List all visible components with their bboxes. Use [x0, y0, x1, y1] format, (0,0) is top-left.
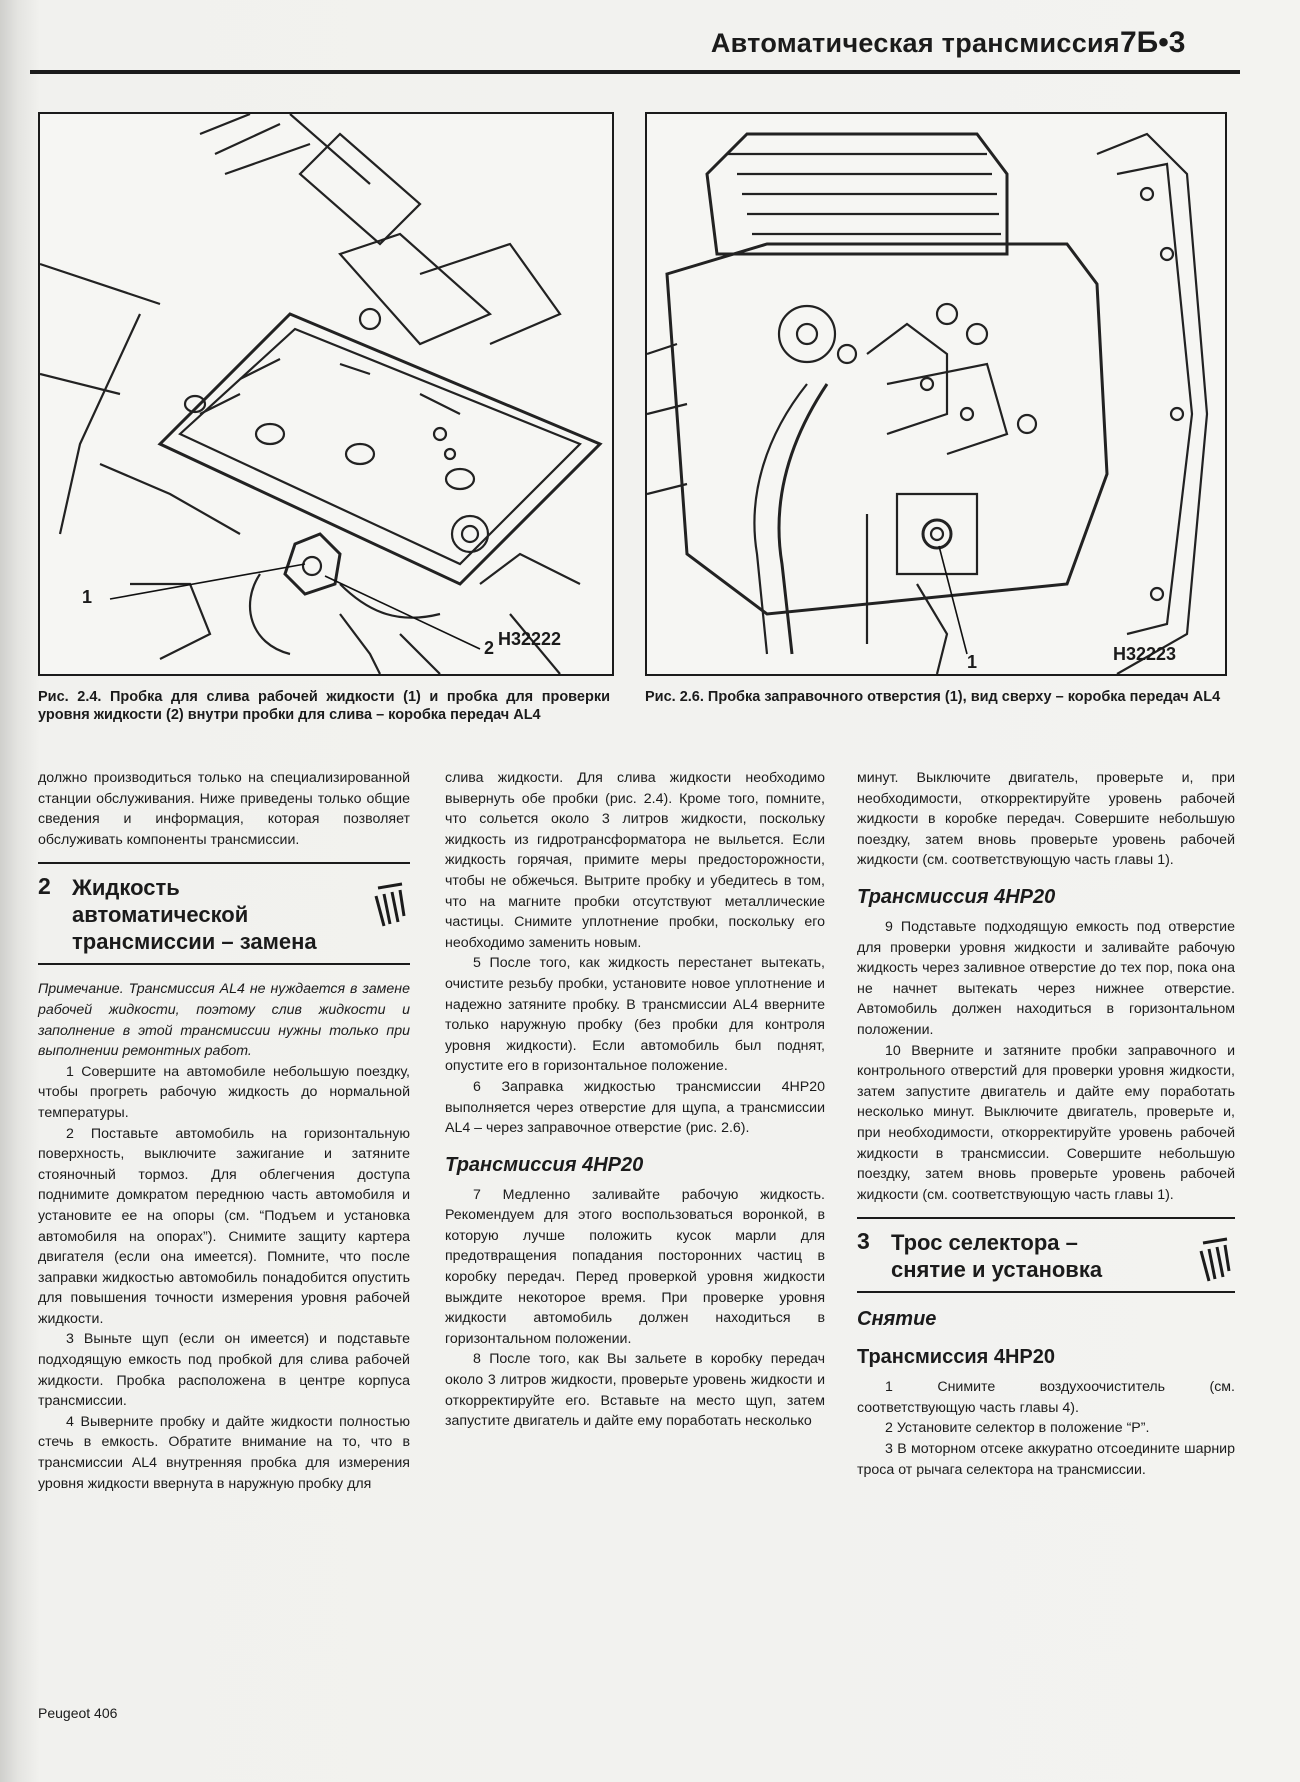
paragraph: 1 Совершите на автомобиле небольшую поездку, чтобы прогреть рабочую жидкость до нормальной температуры.: [38, 1063, 410, 1121]
page-number: 7Б•3: [1120, 26, 1186, 59]
section-title-line: Трос селектора –: [891, 1230, 1078, 1256]
paragraph: 2 Поставьте автомобиль на горизонтальную поверхность, выключите зажигание и затяните стояночный тормоз. Для облегчения доступа поднимите домкратом переднюю часть автомобиля и установите ее на опоры (см. “Подъем и установка автомобиля на опорах”). Снимите защиту картера двигателя (если она имеется). Помните, что после заправки жидкостью автомобиль понадобится опустить для повышения точности измерения уровня рабочей жидкости.: [38, 1125, 410, 1327]
figure-caption: Рис. 2.6. Пробка заправочного отверстия (1), вид сверху – коробка передач AL4: [645, 689, 1221, 705]
section-title-line: трансмиссии – замена: [72, 929, 317, 955]
callout-2: 2: [484, 638, 495, 658]
text-column-1: [38, 768, 410, 1494]
paragraph: 10 Вверните и затяните пробки заправочного и контрольного отверстий для проверки уровня жидкости, затем запустите двигатель и дайте ему поработать несколько минут. Выключите двигатель, проверьте и, при необходимости, откорректируйте уровень рабочей жидкости в трансмиссии. Совершите небольшую поездку, затем вновь проверьте уровень рабочей жидкости (см. соответствующую часть главы 1).: [857, 1042, 1235, 1203]
page-header-title: Автоматическая трансмиссия: [710, 28, 1120, 58]
paragraph: слива жидкости. Для слива жидкости необходимо вывернуть обе пробки (рис. 2.4). Кроме того, помните, что сольется около 3 литров жидкости, поскольку жидкость из гидротрансформатора не выльется. Если жидкость горячая, примите меры предосторожности, чтобы не обжечься. Вытрите пробку и убедитесь в том, что на магните пробки отсутствуют металлические частицы. Снимите уплотнение пробки, поскольку его необходимо заменить новым.: [445, 770, 825, 951]
figure-filler-plug: [645, 112, 1227, 676]
figure-caption: Рис. 2.4. Пробка для слива рабочей жидкости (1) и пробка для проверки уровня жидкости (2) внутри пробки для слива – коробка передач AL4: [38, 689, 610, 723]
text-column-3: [857, 768, 1235, 1480]
wrench-difficulty-icon: [372, 882, 408, 930]
paragraph: 5 После того, как жидкость перестанет вытекать, очистите резьбу пробки, установите новое уплотнение и надежно затяните пробку. В трансмиссии AL4 вверните только наружную пробку (без пробки для контроля уровня жидкости). Если автомобиль был поднят, опустите его в горизонтальное положение.: [445, 955, 825, 1075]
paragraph: 4 Выверните пробку и дайте жидкости полностью стечь в емкость. Обратите внимание на то, что в трансмиссии AL4 внутренняя пробка для измерения уровня жидкости ввернута в наружную пробку для: [38, 1413, 410, 1492]
paragraph: 1 Снимите воздухоочиститель (см. соответствующую часть главы 4).: [857, 1379, 1235, 1416]
text-column-2: [445, 768, 825, 1432]
figure-code: H32222: [498, 629, 562, 649]
wrench-difficulty-icon: [1197, 1237, 1233, 1285]
paragraph: 6 Заправка жидкостью трансмиссии 4HP20 выполняется через отверстие для щупа, а трансмиссии AL4 – через заправочное отверстие (рис. 2.6).: [445, 1078, 825, 1137]
note-paragraph: Примечание. Трансмиссия AL4 не нуждается в замене рабочей жидкости, поэтому слив жидкости и заполнение в этой трансмиссии нужны только при выполнении ремонтных работ.: [38, 981, 410, 1060]
paragraph: 3 Выньте щуп (если он имеется) и подставьте подходящую емкость под пробкой для слива рабочей жидкости. Пробка расположена в центре корпуса трансмиссии.: [38, 1331, 410, 1410]
paragraph: 7 Медленно заливайте рабочую жидкость. Рекомендуем для этого воспользоваться воронкой, в которую лучше положить кусок марли для предотвращения попадания посторонних частиц в коробку передач. Перед проверкой уровня жидкости выждите некоторое время. При проверке уровня жидкости автомобиль должен находиться в горизонтальном положении.: [445, 1186, 825, 1347]
paragraph: минут. Выключите двигатель, проверьте и, при необходимости, откорректируйте уровень рабочей жидкости в коробке передач. Совершите небольшую поездку, затем вновь проверьте уровень рабочей жидкости (см. соответствующую часть главы 1).: [857, 770, 1235, 869]
paragraph: 9 Подставьте подходящую емкость под отверстие для проверки уровня жидкости и заливайте рабочую жидкость через заливное отверстие до тех пор, пока она не начнет вытекать через нижнее отверстие. Автомобиль должен находиться в горизонтальном положении.: [857, 918, 1235, 1038]
subheading: Трансмиссия 4HP20: [445, 1153, 644, 1176]
paragraph: 3 В моторном отсеке аккуратно отсоедините шарнир троса от рычага селектора на трансмиссии.: [857, 1441, 1235, 1478]
subheading: Трансмиссия 4HP20: [857, 1346, 1056, 1369]
page-footer: Peugeot 406: [38, 1705, 118, 1721]
section-title-line: автоматической: [72, 902, 249, 928]
subheading: Трансмиссия 4HP20: [857, 885, 1056, 908]
paragraph: 8 После того, как Вы зальете в коробку передач около 3 литров жидкости, проверьте уровень жидкости и откорректируйте его. Вставьте на место щуп, затем запустите двигатель и дайте ему поработать несколько: [445, 1351, 825, 1430]
section-title-line: Жидкость: [72, 875, 180, 901]
section-title-line: снятие и установка: [891, 1257, 1103, 1283]
section-number: 2: [38, 873, 51, 900]
header-rule: [30, 70, 1240, 74]
section-heading: [38, 862, 410, 965]
section-heading: [857, 1217, 1235, 1293]
subheading: Снятие: [857, 1308, 937, 1331]
callout-1: 1: [82, 587, 93, 607]
callout-1: 1: [967, 652, 978, 672]
transmission-underside-illustration: [40, 114, 612, 674]
paragraph: 2 Установите селектор в положение “P”.: [885, 1420, 1150, 1437]
figure-code: H32223: [1113, 644, 1177, 664]
section-number: 3: [857, 1228, 870, 1255]
paragraph: должно производиться только на специализированной станции обслуживания. Ниже приведены только общие сведения и информация, которая позволяет обслуживать компоненты трансмиссии.: [38, 770, 410, 848]
transmission-top-illustration: [647, 114, 1225, 674]
figure-drain-plug: [38, 112, 614, 676]
